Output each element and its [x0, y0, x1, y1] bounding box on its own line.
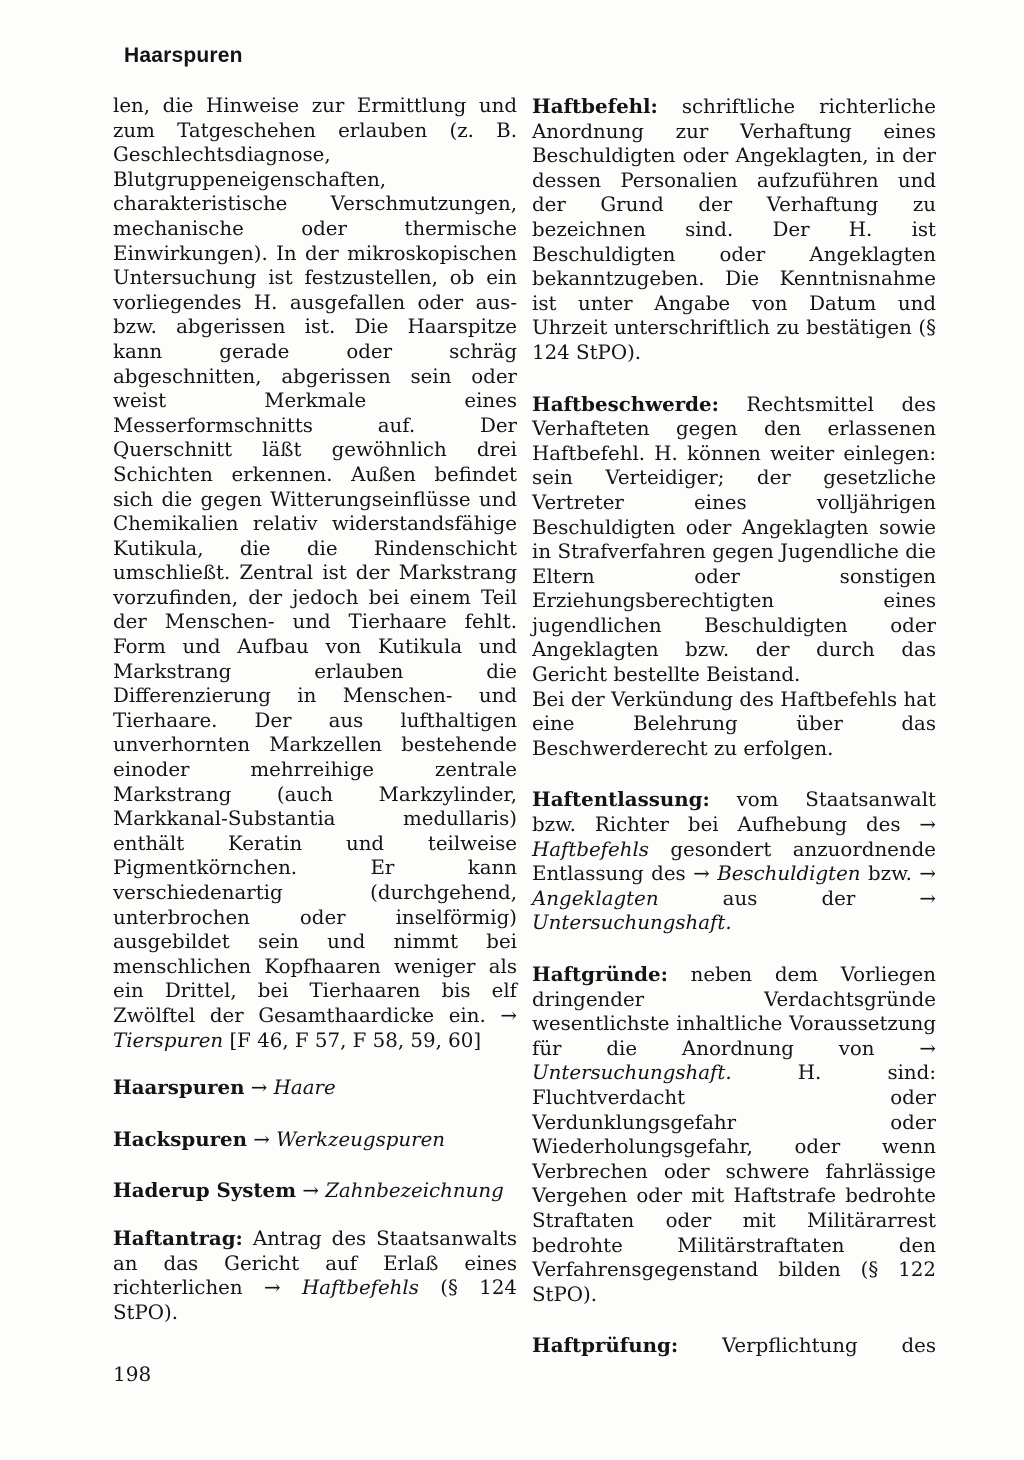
entry-haftpruefung: Haftprüfung: Verpflichtung des [532, 1333, 936, 1358]
cross-reference-link[interactable]: Haare [273, 1076, 336, 1100]
entry-haftantrag: Haftantrag: Antrag des Staatsanwalts an das Gericht auf Erlaß eines richterlichen → Haftbefehls (§ 124 StPO). [113, 1225, 518, 1324]
cross-reference-link[interactable]: Untersuchungshaft. [532, 911, 732, 935]
entry-haderup-system: Haderup System → Zahnbezeichnung [113, 1178, 504, 1203]
entry-term: Haderup System [113, 1178, 297, 1203]
cross-reference-link[interactable]: Tierspuren [113, 1028, 224, 1052]
cross-reference-link[interactable]: Werkzeugspuren [276, 1127, 446, 1151]
entry-term: Haftbeschwerde: [532, 391, 719, 416]
entry-term: Haftgründe: [532, 962, 668, 986]
running-head: Haarspuren [124, 44, 243, 67]
right-column [532, 94, 936, 1359]
entry-term: Haftentlassung: [532, 787, 710, 812]
entry-haarspuren: Haarspuren → Haare [113, 1075, 336, 1100]
cross-reference-link[interactable]: Untersuchungshaft. [532, 1061, 732, 1085]
cross-reference-link[interactable]: Angeklagten [532, 886, 659, 910]
entry-haftgruende: Haftgründe: neben dem Vorliegen dringender Verdachtsgründe wesentlichste inhaltliche Voraussetzung für die Anordnung von → Untersuchungshaft. H. sind: Fluchtverdacht oder Verdunklungsgefahr oder Wiederholungsgefahr, oder wenn Verbrechen oder schwere fahrlässige Vergehen oder mit Haftstrafe bedrohte Straftaten oder mit Militärarrest bedrohte Militärstraftaten den Verfahrensgegenstand bilden (§ 122 StPO). [532, 962, 937, 1306]
entry-haftbefehl: Haftbefehl: schriftliche richterliche Anordnung zur Verhaftung eines Beschuldigten oder Angeklagten, in der dessen Personalien aufzuführen und der Grund der Verhaftung zu bezeichnen sind. Der H. ist Beschuldigten oder Angeklagten bekanntzugeben. Die Kenntnisnahme ist unter Angabe von Datum und Uhrzeit unterschriftlich zu bestätigen (§ 124 StPO). [532, 94, 936, 364]
entry-haftentlassung: Haftentlassung: vom Staatsanwalt bzw. Richter bei Aufhebung des → Haftbefehls gesondert anzuordnende Entlassung des → Beschuldigten bzw. → Angeklagten aus der → Untersuchungshaft. [532, 787, 936, 935]
haare-entry-continuation: len, die Hinweise zur Ermittlung und zum Tatgeschehen erlauben (z. B. Geschlechtsdiagnose, Blutgruppeneigenschaften, charakteristische Verschmutzungen, mechanische oder thermische Einwirkungen). In der mikroskopischen Untersuchung ist festzustellen, ob ein vorliegendes H. ausgefallen oder aus- bzw. abgerissen ist. Die Haarspitze kann gerade oder schräg abgeschnitten, abgerissen sein oder weist Merkmale eines Messerformschnitts auf. Der Querschnitt läßt gewöhnlich drei Schichten erkennen. Außen befindet sich die gegen Witterungseinflüsse und Chemikalien relativ widerstandsfähige Kutikula, die die Rindenschicht umschließt. Zentral ist der Markstrang vorzufinden, der jedoch bei einem Teil der Menschen- und Tierhaare fehlt. Form und Aufbau von Kutikula und Markstrang erlauben die Differenzierung in Menschen- und Tierhaare. Der aus lufthaltigen unverhornten Markzellen bestehende einoder mehrreihige zentrale Markstrang (auch Markzylinder, Markkanal-Substantia medullaris) enthält Keratin und teilweise Pigmentkörnchen. Er kann verschiedenartig (durchgehend, unterbrochen oder inselförmig) ausgebildet sein und nimmt bei menschlichen Kopfhaaren weniger als ein Drittel, bei Tierhaaren bis elf Zwölftel der Gesamthaardicke ein. → Tierspuren [F 46, F 57, F 58, 59, 60] [113, 94, 517, 1052]
left-column [113, 94, 517, 1325]
page-number: 198 [113, 1362, 152, 1386]
cross-reference-link[interactable]: Haftbefehls [532, 837, 649, 861]
entry-haftbeschwerde: Haftbeschwerde: Rechtsmittel des Verhafteten gegen den erlassenen Haftbefehl. H. können weiter einlegen: sein Verteidiger; der gesetzliche Vertreter eines volljährigen Beschuldigten oder Angeklagten sowie in Strafverfahren gegen Jugendliche die Eltern oder sonstigen Erziehungsberechtigten eines jugendlichen Beschuldigten oder Angeklagten bzw. der durch das Gericht bestellte Beistand. [532, 391, 936, 687]
entry-term: Haftbefehl: [532, 94, 658, 118]
cross-reference-link[interactable]: Beschuldigten [717, 862, 861, 886]
cross-reference-link[interactable]: Zahnbezeichnung [325, 1179, 504, 1203]
entry-term: Haftprüfung: [532, 1333, 679, 1358]
entry-term: Haarspuren [113, 1075, 245, 1100]
entry-term: Haftantrag: [113, 1225, 243, 1250]
entry-haftbeschwerde-paragraph-2: Bei der Verkündung des Haftbefehls hat eine Belehrung über das Beschwerderecht zu erfolgen. [532, 687, 936, 760]
entry-term: Hackspuren [113, 1126, 247, 1151]
entry-hackspuren: Hackspuren → Werkzeugspuren [113, 1126, 446, 1151]
cross-reference-link[interactable]: Haftbefehls [301, 1276, 419, 1300]
